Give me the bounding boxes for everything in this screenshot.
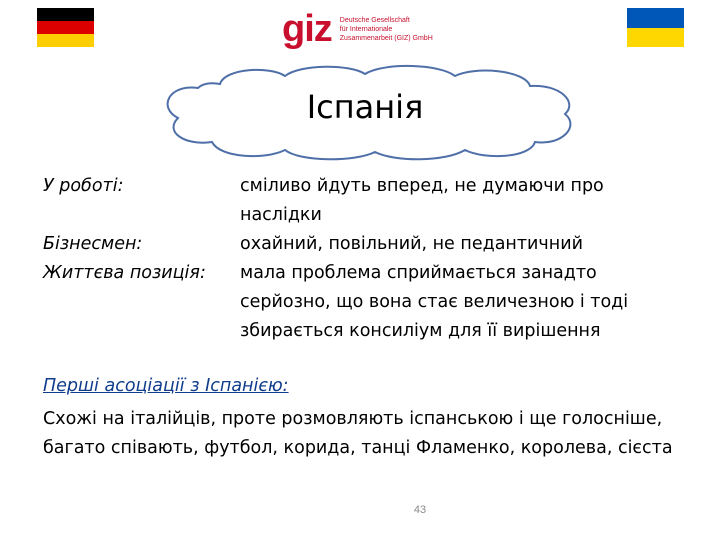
giz-logo	[282, 10, 433, 48]
giz-logo-mark: giz	[282, 8, 332, 50]
flag-stripe-blue	[627, 8, 684, 28]
flag-stripe-red	[37, 21, 94, 34]
associations-text: Схожі на італійців, проте розмовляють іспанською і ще голосніше, багато співають, футбол, корида, танці Фламенко, королева, сієста	[43, 409, 673, 458]
flag-stripe-black	[37, 8, 94, 21]
page-number: 43	[413, 504, 427, 516]
trait-label: У роботі:	[43, 176, 124, 196]
trait-value: мала проблема сприймається занадто серйозно, що вона стає величезною і тоді збирається консиліум для її вирішення	[240, 263, 629, 341]
trait-label: Життєва позиція:	[43, 263, 206, 283]
ukraine-flag	[627, 8, 684, 47]
trait-label: Бізнесмен:	[43, 234, 143, 254]
slide-title: Іспанія	[306, 88, 424, 126]
giz-logo-line: Deutsche Gesellschaft	[339, 16, 410, 24]
flag-stripe-gold	[37, 34, 94, 47]
trait-value: сміливо йдуть вперед, не думаючи про наслідки	[240, 176, 604, 225]
associations-heading: Перші асоціації з Іспанією:	[43, 376, 289, 396]
flag-stripe-yellow	[627, 28, 684, 48]
giz-logo-line: für Internationale	[339, 25, 393, 33]
germany-flag	[37, 8, 94, 47]
giz-logo-line: Zusammenarbeit (GIZ) GmbH	[339, 34, 433, 42]
giz-logo-text	[340, 16, 433, 43]
trait-value: охайний, повільний, не педантичний	[240, 234, 583, 254]
